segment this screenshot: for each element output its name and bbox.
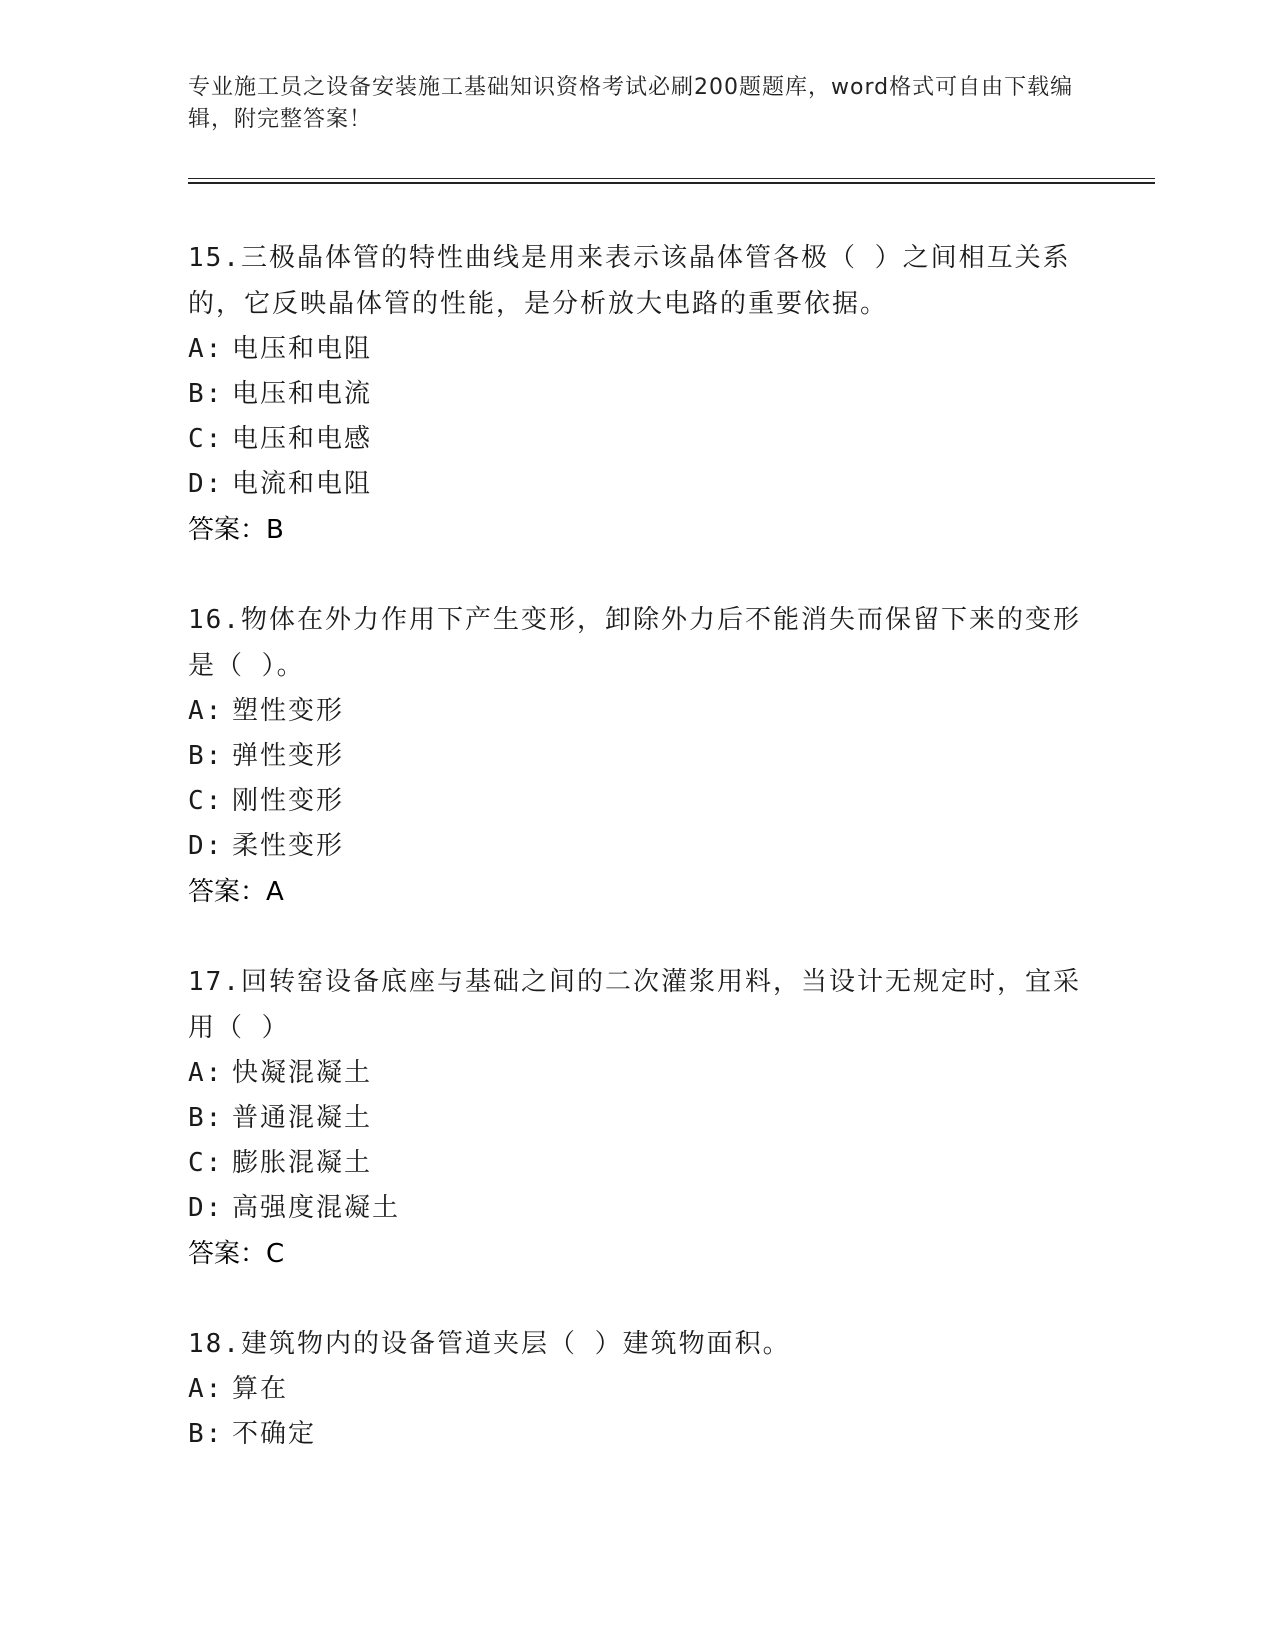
question-stem: 18.建筑物内的设备管道夹层（ ）建筑物面积。 <box>188 1329 791 1359</box>
option-key: A: <box>188 1374 224 1404</box>
option-key: C: <box>188 786 224 816</box>
option-a <box>188 1367 1088 1412</box>
question-stem: 15.三极晶体管的特性曲线是用来表示该晶体管各极（ ）之间相互关系的，它反映晶体管的性能，是分析放大电路的重要依据。 <box>188 243 1071 319</box>
option-text: 快凝混凝土 <box>232 1058 373 1088</box>
option-key: C: <box>188 1148 224 1178</box>
question-list <box>188 235 1088 1501</box>
answer: 答案：A <box>188 877 284 907</box>
option-key: D: <box>188 469 224 499</box>
question-stem: 17.回转窑设备底座与基础之间的二次灌浆用料，当设计无规定时，宜采用（ ） <box>188 967 1081 1043</box>
option-a <box>188 1051 1088 1096</box>
question-17 <box>188 959 1088 1277</box>
answer: 答案：B <box>188 515 284 545</box>
document-header: 专业施工员之设备安装施工基础知识资格考试必刷200题题库，word格式可自由下载编辑，附完整答案！ <box>188 75 1074 132</box>
question-18 <box>188 1321 1088 1457</box>
option-d <box>188 824 1088 869</box>
option-key: D: <box>188 831 224 861</box>
option-d <box>188 462 1088 507</box>
option-key: B: <box>188 741 224 771</box>
option-text: 柔性变形 <box>232 831 345 861</box>
question-stem: 16.物体在外力作用下产生变形，卸除外力后不能消失而保留下来的变形是（ ）。 <box>188 605 1081 681</box>
option-text: 电压和电阻 <box>232 334 373 364</box>
option-key: A: <box>188 334 224 364</box>
option-text: 电压和电流 <box>232 379 373 409</box>
option-text: 弹性变形 <box>232 741 345 771</box>
header-rule-thick <box>188 182 1155 184</box>
option-c <box>188 1141 1088 1186</box>
option-c <box>188 417 1088 462</box>
option-key: D: <box>188 1193 224 1223</box>
option-b <box>188 372 1088 417</box>
option-b <box>188 1412 1088 1457</box>
header-rule-thin <box>188 178 1155 179</box>
question-16 <box>188 597 1088 915</box>
option-a <box>188 689 1088 734</box>
option-key: C: <box>188 424 224 454</box>
option-text: 刚性变形 <box>232 786 345 816</box>
option-key: A: <box>188 696 224 726</box>
question-15 <box>188 235 1088 553</box>
option-c <box>188 779 1088 824</box>
option-text: 电流和电阻 <box>232 469 373 499</box>
option-text: 膨胀混凝土 <box>232 1148 373 1178</box>
option-key: B: <box>188 1103 224 1133</box>
option-text: 普通混凝土 <box>232 1103 373 1133</box>
option-b <box>188 734 1088 779</box>
option-key: B: <box>188 379 224 409</box>
option-b <box>188 1096 1088 1141</box>
option-text: 电压和电感 <box>232 424 373 454</box>
answer: 答案：C <box>188 1239 285 1269</box>
option-text: 塑性变形 <box>232 696 345 726</box>
option-text: 不确定 <box>232 1419 317 1449</box>
option-text: 算在 <box>232 1374 289 1404</box>
option-text: 高强度混凝土 <box>232 1193 401 1223</box>
option-d <box>188 1186 1088 1231</box>
option-key: A: <box>188 1058 224 1088</box>
option-a <box>188 327 1088 372</box>
option-key: B: <box>188 1419 224 1449</box>
